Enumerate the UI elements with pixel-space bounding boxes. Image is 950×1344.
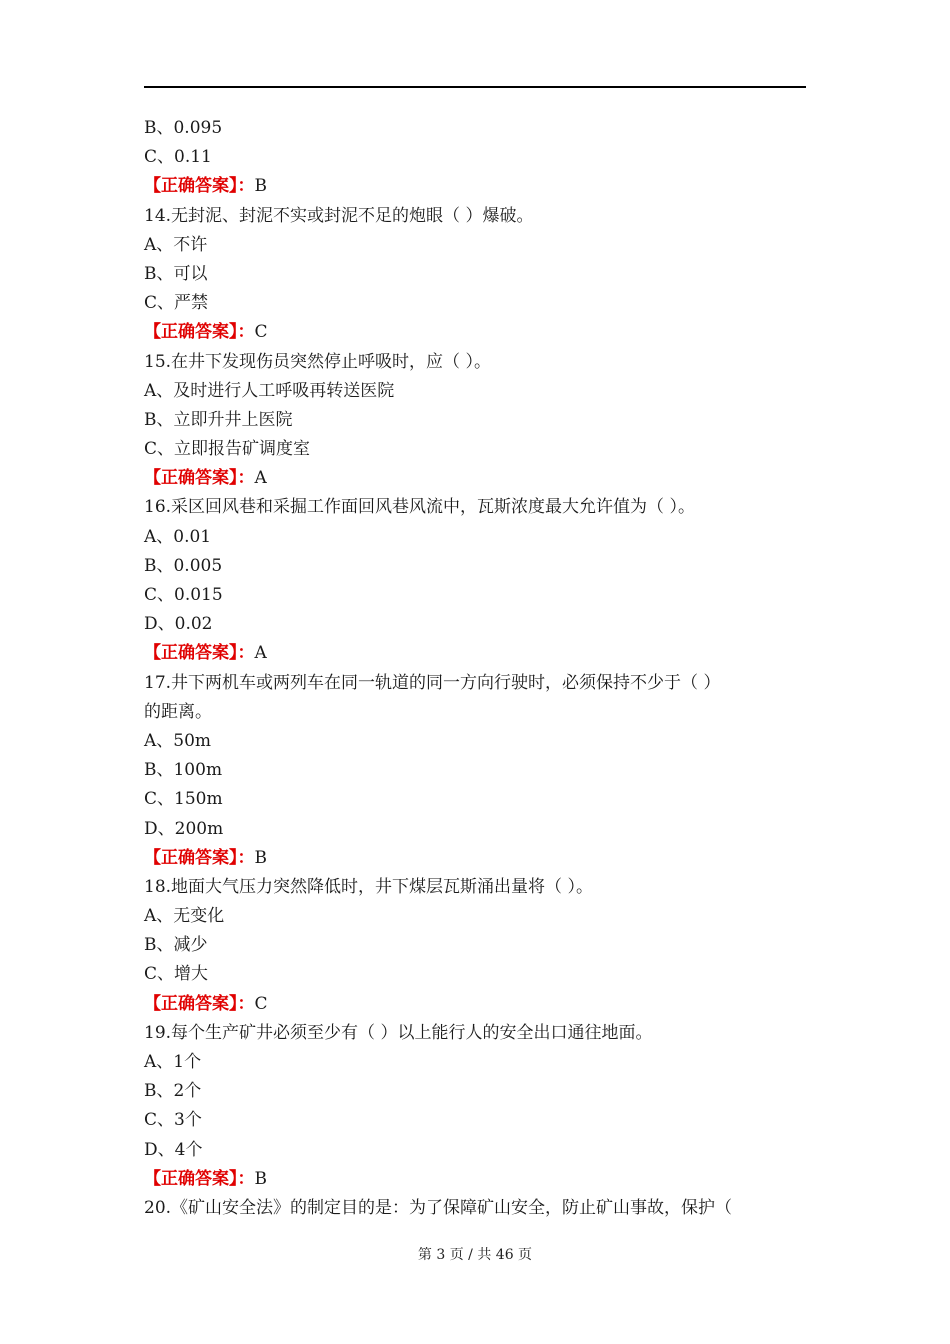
- answer-label: 【正确答案】: [144, 1168, 238, 1189]
- answer-label: 【正确答案】: [144, 468, 238, 489]
- option-text: A、50m: [144, 730, 212, 751]
- option-text: C、0.015: [144, 585, 223, 605]
- answer-separator: ：: [237, 1168, 255, 1189]
- answer-label: 【正确答案】: [144, 847, 238, 868]
- option-text: D、4个: [144, 1139, 203, 1160]
- question-text: 20.《矿山安全法》的制定目的是：为了保障矿山安全，防止矿山事故，保护（: [144, 1197, 733, 1218]
- document-body: [144, 114, 808, 1223]
- answer-separator: ：: [237, 322, 255, 343]
- answer-line: [144, 318, 808, 347]
- option-text: A、0.01: [144, 526, 212, 547]
- answer-line: [144, 990, 808, 1019]
- answer-label: 【正确答案】: [144, 993, 238, 1014]
- option-text: A、无变化: [144, 906, 225, 927]
- answer-separator: ：: [237, 643, 255, 664]
- option-text: D、0.02: [144, 614, 213, 635]
- answer-separator: ：: [237, 468, 255, 489]
- answer-label: 【正确答案】: [144, 322, 238, 343]
- header-rule: [144, 86, 806, 88]
- question-text: 17.井下两机车或两列车在同一轨道的同一方向行驶时，必须保持不少于（ ）: [144, 672, 721, 693]
- option-text: B、可以: [144, 263, 208, 284]
- answer-label: 【正确答案】: [144, 643, 238, 664]
- answer-value: B: [254, 176, 267, 197]
- answer-separator: ：: [237, 847, 255, 868]
- option-text: B、2个: [144, 1081, 202, 1102]
- answer-line: [144, 172, 808, 201]
- option-text: A、及时进行人工呼吸再转送医院: [144, 380, 395, 401]
- answer-value: C: [254, 322, 268, 343]
- question-text: 16.采区回风巷和采掘工作面回风巷风流中，瓦斯浓度最大允许值为（ ）。: [144, 497, 695, 518]
- option-text: A、1个: [144, 1052, 202, 1072]
- option-text: B、0.095: [144, 118, 223, 138]
- answer-value: C: [254, 993, 268, 1014]
- answer-value: B: [254, 847, 267, 868]
- answer-label: 【正确答案】: [144, 176, 238, 197]
- answer-value: B: [254, 1168, 267, 1189]
- answer-separator: ：: [237, 176, 255, 197]
- question-text: 的距离。: [144, 701, 212, 722]
- answer-line: [144, 1165, 808, 1194]
- option-text: C、3个: [144, 1110, 202, 1131]
- option-text: B、100m: [144, 760, 223, 781]
- answer-line: [144, 464, 808, 493]
- option-text: C、严禁: [144, 293, 209, 314]
- answer-value: A: [254, 468, 267, 489]
- option-text: D、200m: [144, 818, 224, 839]
- question-text: 15.在井下发现伤员突然停止呼吸时，应（ ）。: [144, 351, 491, 372]
- answer-separator: ：: [237, 993, 255, 1014]
- option-text: C、增大: [144, 964, 209, 985]
- option-text: C、0.11: [144, 147, 212, 168]
- question-text: 18.地面大气压力突然降低时，井下煤层瓦斯涌出量将（ ）。: [144, 876, 593, 897]
- question-text: 14.无封泥、封泥不实或封泥不足的炮眼（ ）爆破。: [144, 205, 534, 226]
- option-text: C、立即报告矿调度室: [144, 439, 311, 460]
- answer-line: [144, 844, 808, 873]
- page-footer: 第 3 页 / 共 46 页: [417, 1247, 533, 1263]
- option-text: B、减少: [144, 935, 208, 956]
- question-text: 19.每个生产矿井必须至少有（ ）以上能行人的安全出口通往地面。: [144, 1022, 653, 1043]
- option-text: A、不许: [144, 234, 208, 255]
- option-text: C、150m: [144, 789, 223, 810]
- option-text: B、立即升井上医院: [144, 409, 293, 430]
- answer-line: [144, 639, 808, 668]
- answer-value: A: [254, 643, 267, 664]
- option-text: B、0.005: [144, 555, 223, 576]
